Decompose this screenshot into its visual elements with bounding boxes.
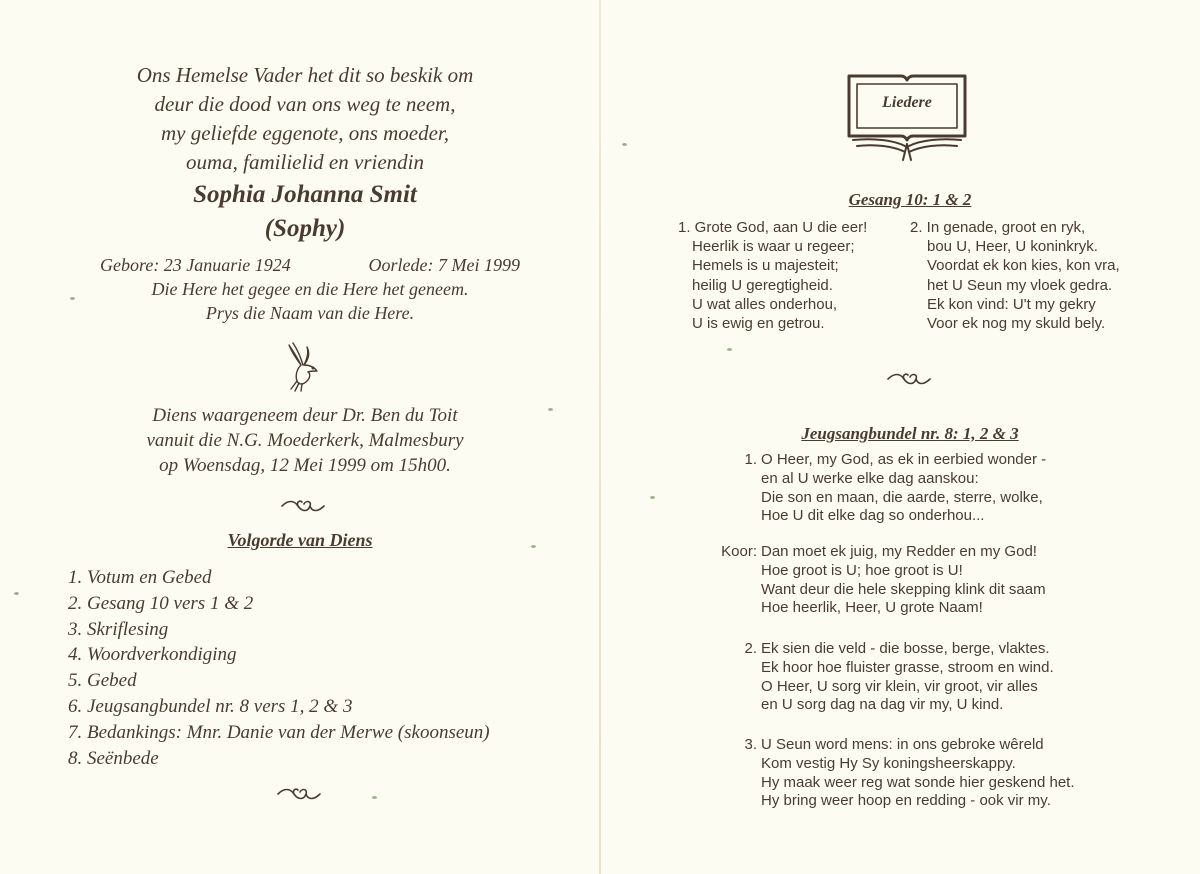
stanza-line: Hy maak weer reg wat sonde hier geskend het. <box>761 773 1075 791</box>
paper-speck <box>727 348 732 351</box>
service-line: vanuit die N.G. Moederkerk, Malmesbury <box>146 430 464 451</box>
list-item: 6. Jeugsangbundel nr. 8 vers 1, 2 & 3 <box>68 695 353 717</box>
verse-line: Ek kon vind: U't my gekry <box>927 295 1096 313</box>
paper-speck <box>622 143 627 146</box>
intro-text <box>60 61 550 245</box>
verse-line: 2. In genade, groot en ryk, <box>910 219 1086 236</box>
born-date: Gebore: 23 Januarie 1924 <box>100 255 291 275</box>
verse-line: U is ewig en getrou. <box>692 315 825 333</box>
dove-icon <box>283 341 323 393</box>
order-title: Volgorde van Diens <box>227 530 373 550</box>
list-item: 4. Woordverkondiging <box>68 644 237 666</box>
jeugsang-title: Jeugsangbundel nr. 8: 1, 2 & 3 <box>801 424 1019 443</box>
stanza-line: U Seun word mens: in ons gebroke wêreld <box>761 736 1044 753</box>
gesang-title: Gesang 10: 1 & 2 <box>848 190 972 209</box>
songs-book-emblem <box>843 72 971 164</box>
intro-line: deur die dood van ons weg te neem, <box>154 92 456 116</box>
verse-line: Heerlik is waar u regeer; <box>692 238 855 256</box>
stanza-line: Ek hoor hoe fluister grasse, stroom en wind. <box>761 658 1054 676</box>
gesang-verse-2 <box>910 218 1120 333</box>
paper-speck <box>372 796 377 799</box>
deceased-name: Sophia Johanna Smit <box>193 181 417 208</box>
stanza-line: Hoe heerlik, Heer, U grote Naam! <box>761 599 983 617</box>
verse-line: 1. Grote God, aan U die eer! <box>678 219 868 236</box>
verse-line: Hemels is u majesteit; <box>692 257 839 275</box>
stanza-line: en al U werke elke dag aanskou: <box>761 469 979 487</box>
verse-line: het U Seun my vloek gedra. <box>927 276 1113 294</box>
paper-speck <box>14 592 19 595</box>
list-item: 3. Skriflesing <box>68 618 169 640</box>
verse-line: bou U, Heer, U koninkryk. <box>927 238 1098 256</box>
stanza-line: en U sorg dag na dag vir my, U kind. <box>761 696 1004 714</box>
service-line: Diens waargeneem deur Dr. Ben du Toit <box>152 405 458 426</box>
verse-line: Voor ek nog my skuld bely. <box>927 315 1106 333</box>
stanza-line: Hy bring weer hoop en redding - ook vir my. <box>761 792 1051 810</box>
stanza-line: Die son en maan, die aarde, sterre, wolke, <box>761 488 1043 506</box>
stanza-label: Koor: <box>721 543 757 560</box>
intro-line: my geliefde eggenote, ons moeder, <box>160 121 450 145</box>
list-item: 5. Gebed <box>68 670 137 692</box>
stanza-line: Hoe groot is U; hoe groot is U! <box>761 561 963 579</box>
service-line: op Woensdag, 12 Mei 1999 om 15h00. <box>159 455 451 476</box>
list-item: 2. Gesang 10 vers 1 & 2 <box>68 592 254 614</box>
open-book-icon <box>843 72 971 164</box>
intro-line: ouma, familielid en vriendin <box>186 150 424 174</box>
stanza-line: Ek sien die veld - die bosse, berge, vlaktes. <box>761 640 1050 657</box>
paper-speck <box>531 545 536 548</box>
stanza-2 <box>700 640 1054 715</box>
deceased-nickname: (Sophy) <box>264 215 346 242</box>
died-date: Oorlede: 7 Mei 1999 <box>368 255 520 275</box>
stanza-line: Hoe U dit elke dag so onderhou... <box>761 507 985 525</box>
stanza-label: 1. <box>744 451 757 468</box>
stanza-label: 2. <box>744 640 757 657</box>
stanza-line: O Heer, U sorg vir klein, vir groot, vir alles <box>761 677 1038 695</box>
verse-line: heilig U geregtigheid. <box>692 276 833 294</box>
service-details <box>60 403 550 478</box>
dates-block <box>100 253 520 325</box>
flourish-ornament-icon <box>280 498 326 514</box>
gesang-verse-1 <box>678 218 867 333</box>
stanza-line: Kom vestig Hy Sy koningsheerskappy. <box>761 754 1016 772</box>
verse-line: Voordat ek kon kies, kon vra, <box>927 257 1120 275</box>
list-item: 8. Seënbede <box>68 747 159 769</box>
paper-speck <box>70 297 75 300</box>
verse-line: Prys die Naam van die Here. <box>205 303 415 323</box>
stanza-1 <box>700 451 1046 526</box>
stanza-3 <box>700 736 1075 811</box>
list-item: 7. Bedankings: Mnr. Danie van der Merwe (skoonseun) <box>68 721 490 743</box>
paper-speck <box>548 408 553 411</box>
songs-label: Liedere <box>882 94 932 111</box>
intro-line: Ons Hemelse Vader het dit so beskik om <box>136 63 474 87</box>
stanza-line: Dan moet ek juig, my Redder en my God! <box>761 543 1037 560</box>
list-item: 1. Votum en Gebed <box>68 567 212 588</box>
chorus <box>700 543 1046 618</box>
stanza-line: Want deur die hele skepping klink dit saam <box>761 580 1046 598</box>
flourish-ornament-icon <box>886 371 932 387</box>
stanza-label: 3. <box>744 736 757 753</box>
order-list <box>68 565 490 771</box>
paper-speck <box>650 496 655 499</box>
flourish-ornament-icon <box>276 786 322 802</box>
verse-line: Die Here het gegee en die Here het geneem. <box>151 279 469 299</box>
verse-line: U wat alles onderhou, <box>692 295 838 313</box>
stanza-line: O Heer, my God, as ek in eerbied wonder - <box>761 451 1047 468</box>
page-fold <box>599 0 601 874</box>
